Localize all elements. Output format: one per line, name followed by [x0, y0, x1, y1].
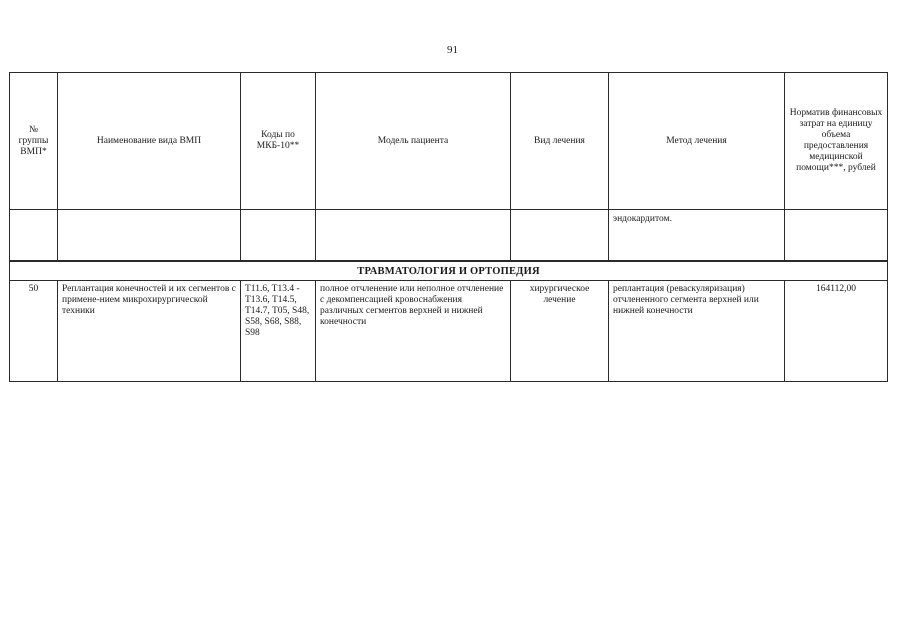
table-cell [511, 210, 609, 262]
header-treatment-type: Вид лечения [511, 73, 609, 210]
table-cell [316, 210, 511, 262]
header-vmp-name: Наименование вида ВМП [58, 73, 241, 210]
table-cell [10, 210, 58, 262]
cell-treatment-type: хирургическое лечение [511, 281, 609, 382]
cell-group-no: 50 [10, 281, 58, 382]
cell-treatment-method: реплантация (реваскуляризация) отчлененного сегмента верхней или нижней конечности [609, 281, 785, 382]
table-header-row [10, 73, 888, 210]
cell-patient-model: полное отчленение или неполное отчленение с декомпенсацией кровоснабжения различных сегментов верхней и нижней конечности [316, 281, 511, 382]
vmp-table [9, 72, 888, 382]
table-cell [785, 210, 888, 262]
table-cell [58, 210, 241, 262]
cell-vmp-name: Реплантация конечностей и их сегментов с примене-нием микрохирургической техники [58, 281, 241, 382]
header-treatment-method: Метод лечения [609, 73, 785, 210]
continuation-method-cell: эндокардитом. [609, 210, 785, 262]
cell-cost-norm: 164112,00 [785, 281, 888, 382]
header-cost-norm: Норматив финансовых затрат на единицу объема предоставления медицинской помощи***, рублей [785, 73, 888, 210]
section-row [10, 261, 888, 281]
header-icd-codes: Коды по МКБ-10** [241, 73, 316, 210]
section-title: ТРАВМАТОЛОГИЯ И ОРТОПЕДИЯ [10, 261, 888, 281]
table-cell [241, 210, 316, 262]
cell-icd-codes: T11.6, T13.4 - T13.6, T14.5, T14.7, T05, S48, S58, S68, S88, S98 [241, 281, 316, 382]
header-group-no: № группы ВМП* [10, 73, 58, 210]
header-patient-model: Модель пациента [316, 73, 511, 210]
continuation-row [10, 210, 888, 262]
table-row [10, 281, 888, 382]
page-number: 91 [447, 44, 458, 56]
